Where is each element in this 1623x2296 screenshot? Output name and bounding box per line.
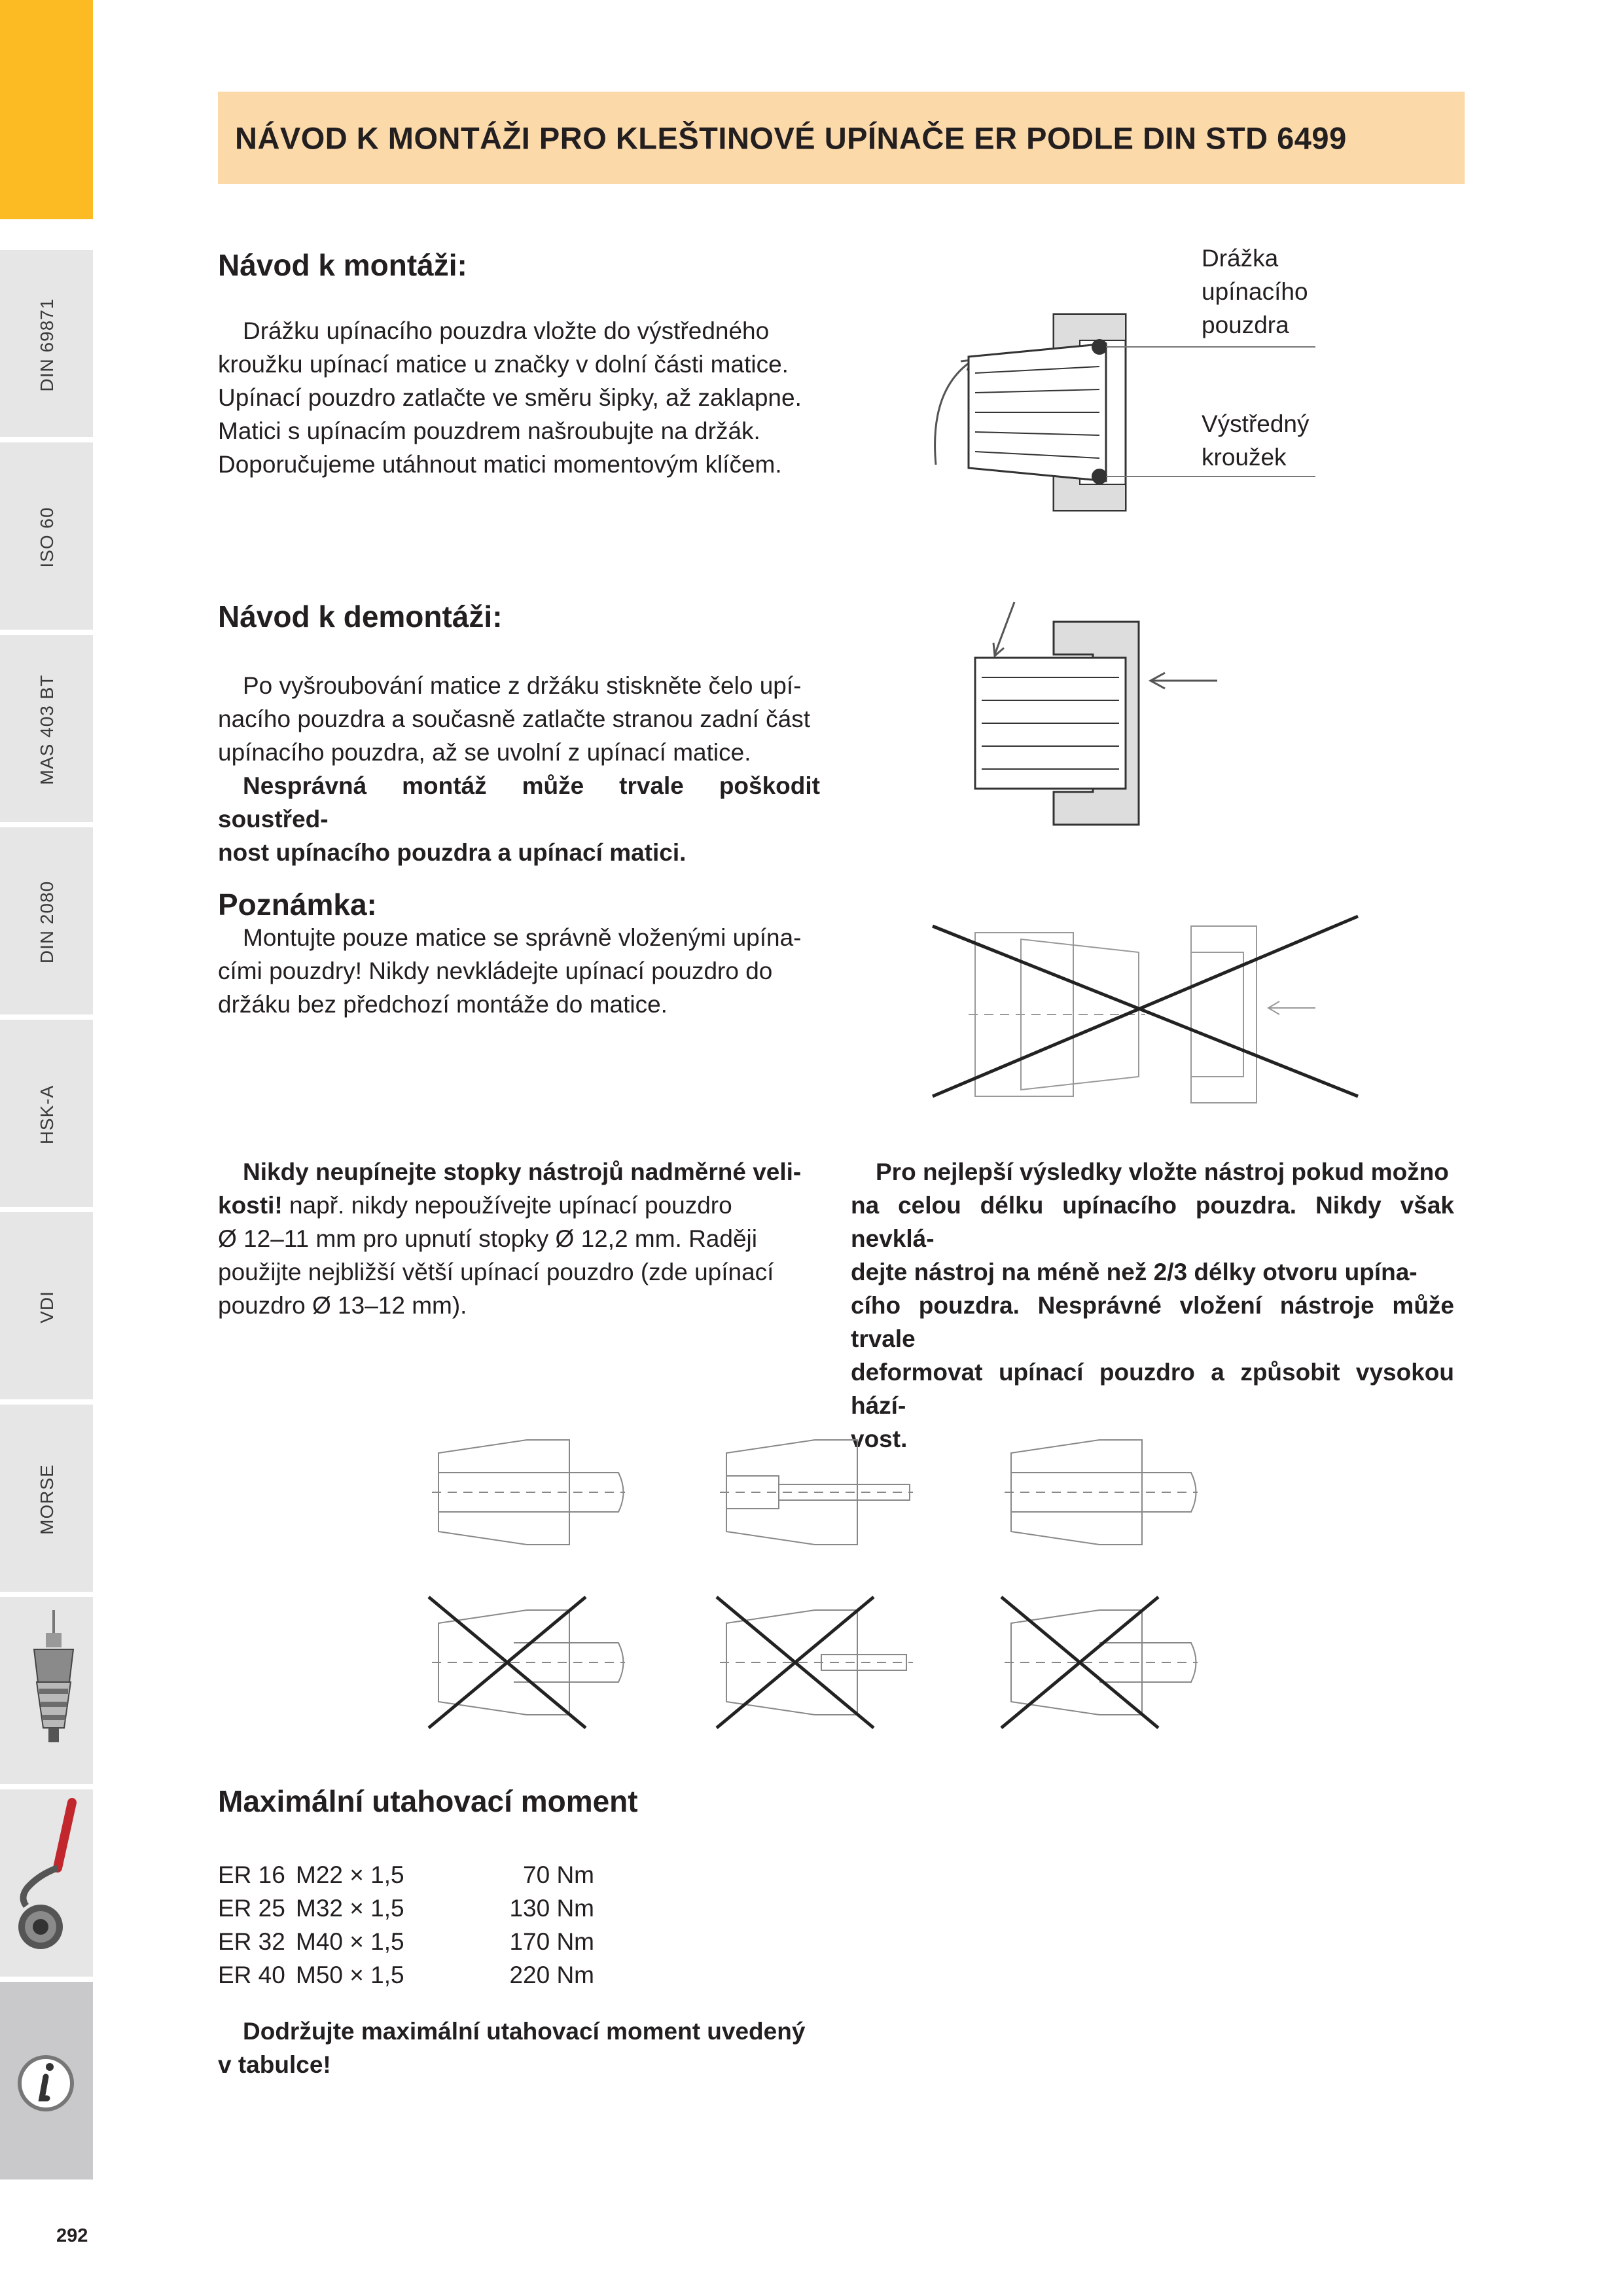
tab-hsk-a[interactable]: HSK-A — [0, 1017, 93, 1207]
tab-din-69871[interactable]: DIN 69871 — [0, 247, 93, 437]
tab-vdi[interactable]: VDI — [0, 1210, 93, 1399]
mounting-heading: Návod k montáži: — [218, 248, 467, 282]
tool-insertion-diagram — [429, 1427, 1247, 1741]
wrong-insertion-3 — [1001, 1597, 1198, 1728]
page-header — [218, 92, 1465, 184]
tab-din-2080[interactable]: DIN 2080 — [0, 825, 93, 1014]
wrong-insertion-2 — [717, 1597, 913, 1728]
correct-insertion-1 — [432, 1440, 625, 1545]
oversize-text: Nikdy neupínejte stopky nástrojů nadměrné veli- kosti! např. nikdy nepoužívejte upínací pouzdro Ø 12–11 mm pro upnutí stopky Ø 12,2 mm. Raději použijte nejbližší větší upínací pouzdro (zde upínací pouzdro Ø 13–12 mm). — [218, 1158, 802, 1319]
tab-mas-403-bt[interactable]: MAS 403 BT — [0, 632, 93, 822]
correct-insertion-2 — [720, 1440, 913, 1545]
sidebar-accent-block — [0, 0, 93, 219]
sidebar — [0, 0, 93, 2179]
info-icon — [0, 1982, 93, 2182]
drill-chuck-icon — [0, 1597, 93, 1787]
tab-iso-60[interactable]: ISO 60 — [0, 440, 93, 630]
page-number: 292 — [56, 2225, 88, 2246]
label-eccentric-ring: Výstředný kroužek — [1202, 410, 1310, 471]
tab-info[interactable] — [0, 1979, 93, 2179]
dismounting-diagram — [962, 596, 1237, 838]
best-results-text: Pro nejlepší výsledky vložte nástroj pokud možno na celou délku upínacího pouzdra. Nikdy však nevklá- dejte nástroj na méně než 2/3 délky otvoru upína- cího pouzdra. Nesprávné vložení nástroje může trvale deformovat upínací pouzdro a způsobit vysokou hází- vost. — [851, 1158, 1454, 1452]
tab-morse[interactable]: MORSE — [0, 1402, 93, 1592]
wrench-nut-icon — [0, 1789, 93, 1979]
label-collet-groove: Drážka upínacího pouzdra — [1202, 245, 1308, 338]
mounting-text: Drážku upínacího pouzdra vložte do výstředného kroužku upínací matice u značky v dolní části matice. Upínací pouzdro zatlačte ve směru šipky, až zaklapne. Matici s upínacím pouzdrem našroubujte na držák. Doporučujeme utáhnout matici momentovým klíčem. — [218, 317, 802, 478]
tab-drill-chuck[interactable] — [0, 1594, 93, 1784]
dismounting-heading: Návod k demontáži: — [218, 600, 503, 634]
torque-note: Dodržujte maximální utahovací moment uvedený v tabulce! — [218, 2018, 806, 2078]
page-title: NÁVOD K MONTÁŽI PRO KLEŠTINOVÉ UPÍNAČE ER PODLE DIN STD 6499 — [235, 120, 1347, 155]
note-text: Montujte pouze matice se správně vloženými upína- cími pouzdry! Nikdy nevkládejte upínací pouzdro do držáku bez předchozí montáže do matice. — [218, 924, 802, 1018]
wrong-assembly-diagram — [929, 913, 1361, 1109]
tab-wrench-nut[interactable] — [0, 1787, 93, 1977]
note-heading: Poznámka: — [218, 888, 377, 922]
torque-heading: Maximální utahovací moment — [218, 1784, 638, 1818]
wrong-insertion-1 — [429, 1597, 625, 1728]
mounting-diagram — [910, 301, 1329, 524]
correct-insertion-3 — [1005, 1440, 1198, 1545]
dismounting-text: Po vyšroubování matice z držáku stiskněte čelo upí- nacího pouzdra a současně zatlačte stranou zadní část upínacího pouzdra, až se uvolní z upínací matice. Nesprávná montáž může trvale poškodit soustřed- nost upínacího pouzdra a upínací matici. — [218, 672, 820, 866]
